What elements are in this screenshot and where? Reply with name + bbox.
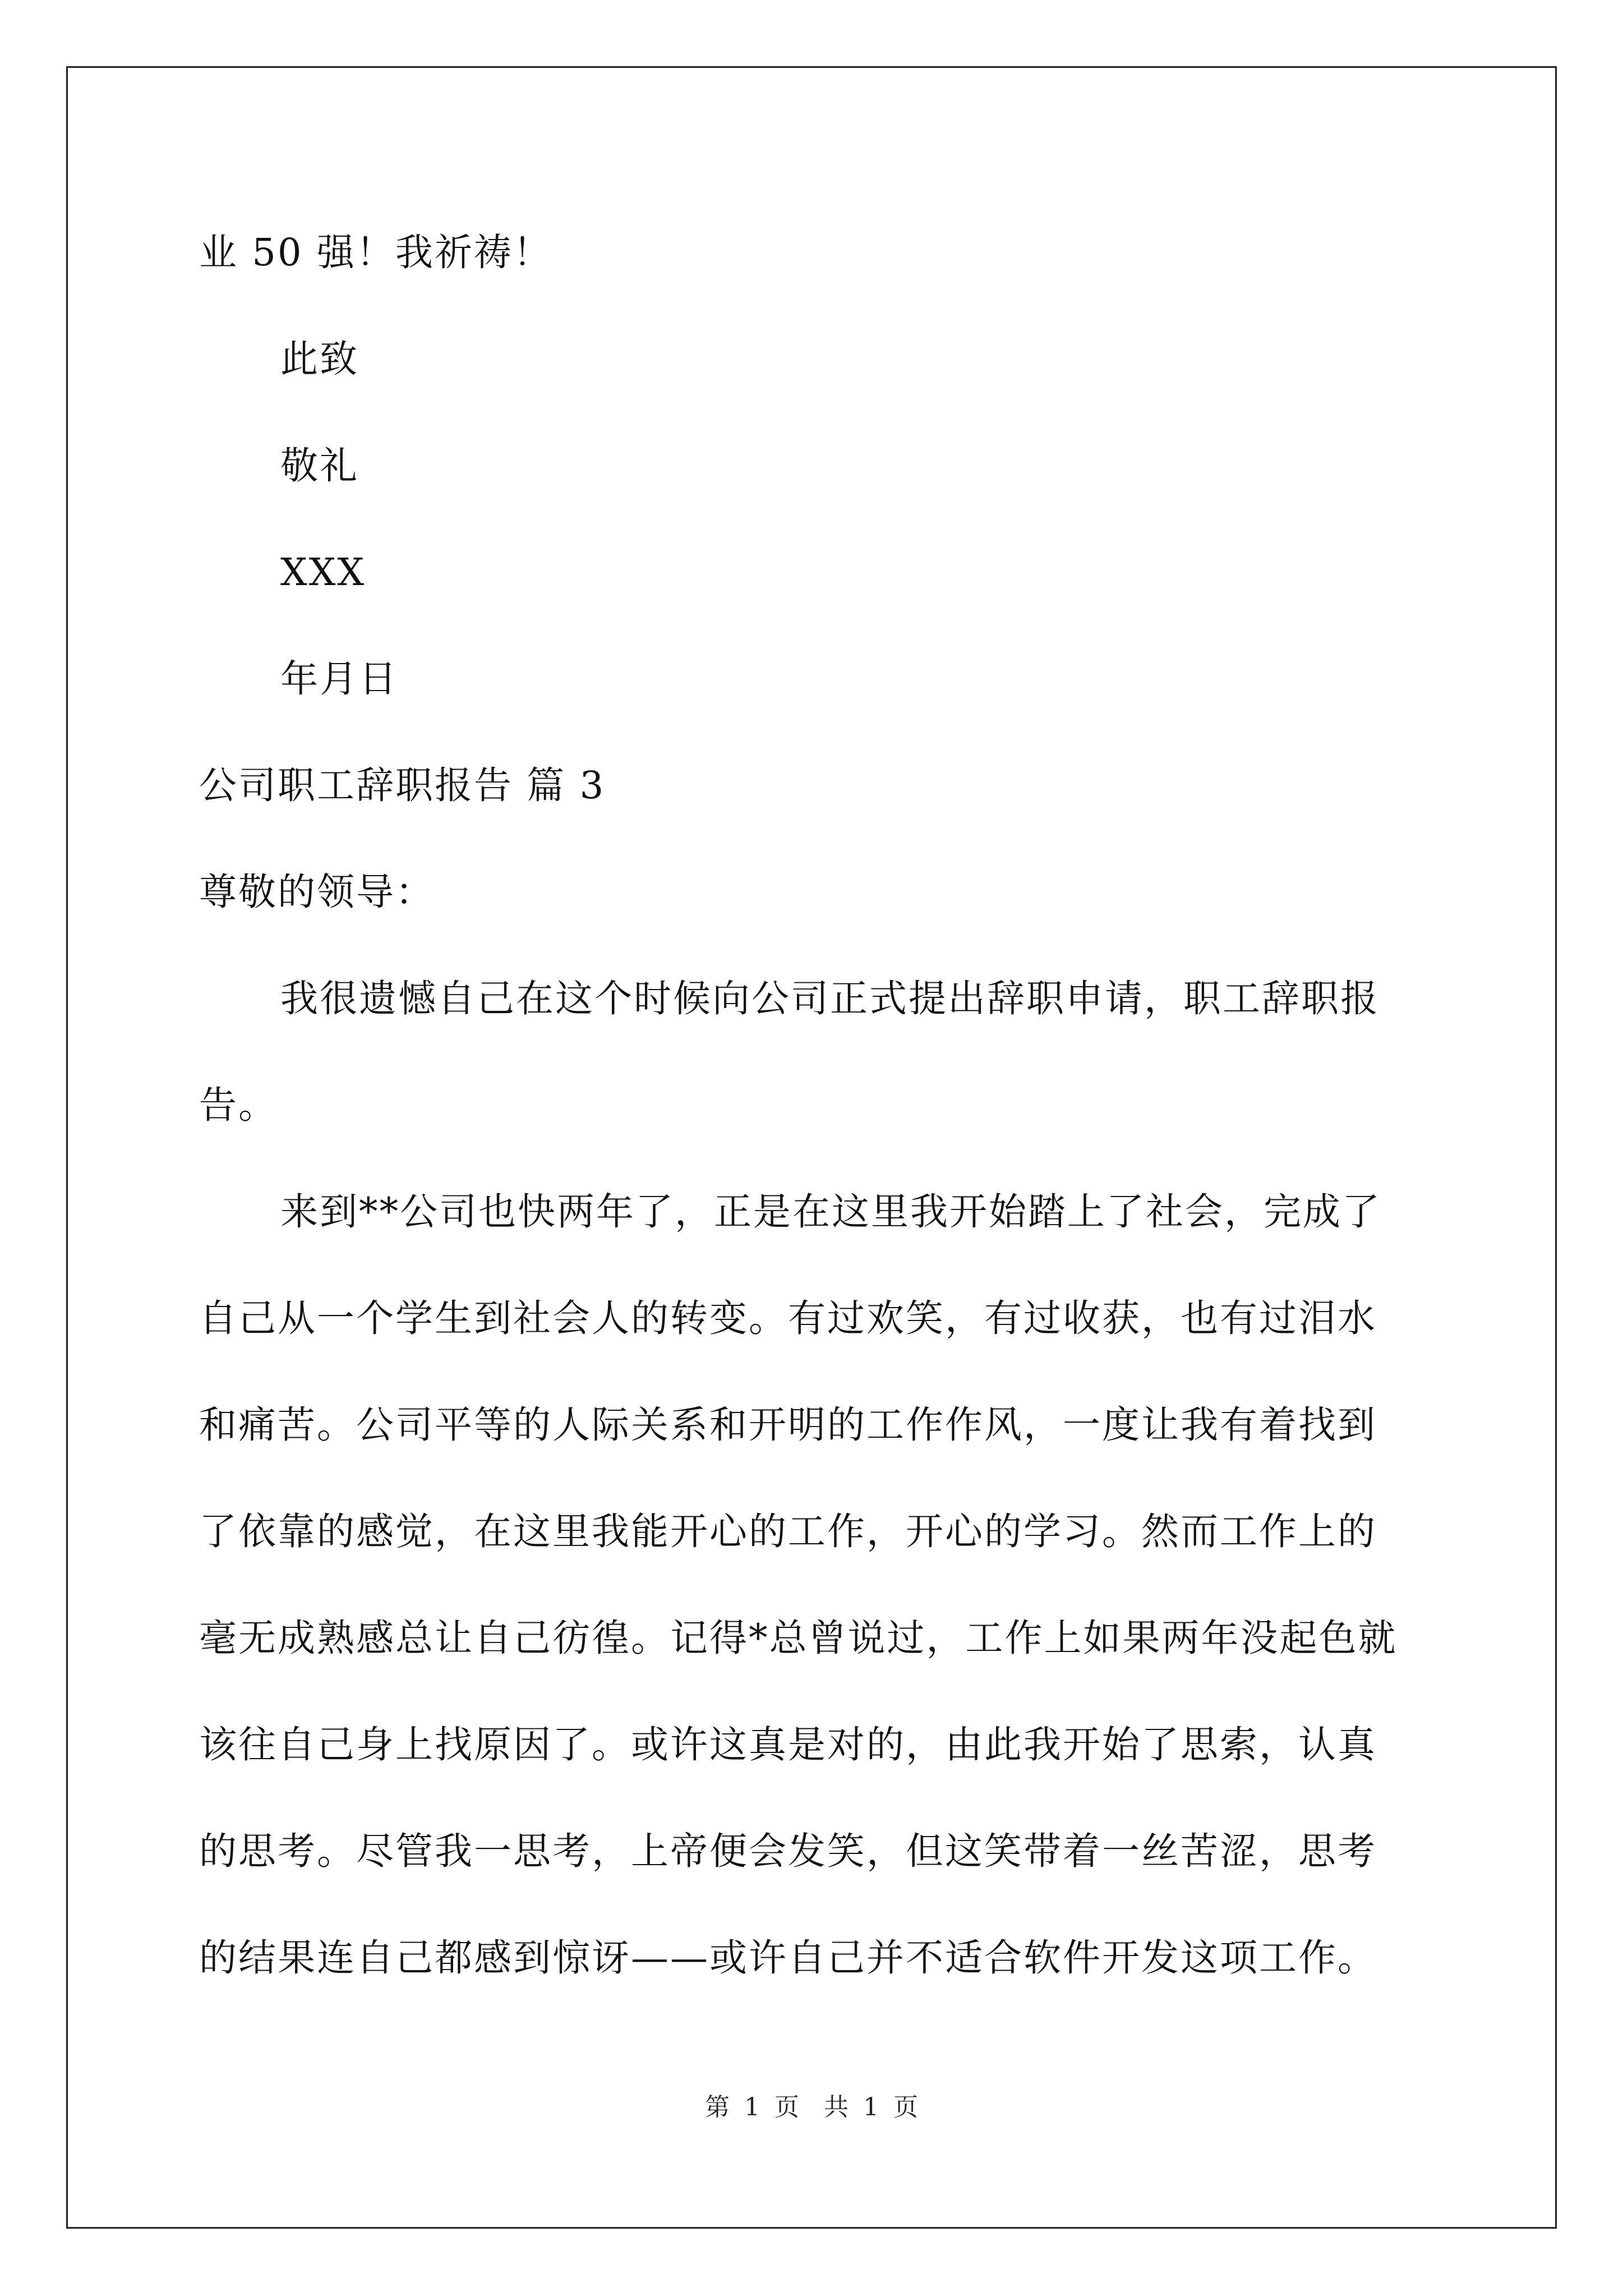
paragraph-2-line: 的思考。尽管我一思考，上帝便会发笑，但这笑带着一丝苦涩，思考 — [199, 1829, 1377, 1873]
text-line-date: 年月日 — [280, 657, 398, 701]
paragraph-2-line: 毫无成熟感总让自己彷徨。记得*总曾说过，工作上如果两年没起色就 — [199, 1616, 1398, 1660]
text-line-cizhi: 此致 — [280, 337, 359, 381]
paragraph-2 — [199, 1158, 1427, 2011]
page-footer: 第 1 页 共 1 页 — [705, 2093, 918, 2122]
paragraph-1-line: 我很遗憾自己在这个时候向公司正式提出辞职申请，职工辞职报 — [280, 977, 1380, 1020]
paragraph-2-line: 的结果连自己都感到惊讶——或许自己并不适合软件开发这项工作。 — [199, 1936, 1377, 1980]
paragraph-1 — [199, 945, 1427, 1158]
paragraph-2-line: 了依靠的感觉，在这里我能开心的工作，开心的学习。然而工作上的 — [199, 1510, 1377, 1553]
paragraph-2-line: 来到**公司也快两年了，正是在这里我开始踏上了社会，完成了 — [280, 1190, 1381, 1234]
text-line-jingli: 敬礼 — [280, 444, 359, 487]
paragraph-2-line: 自己从一个学生到社会人的转变。有过欢笑，有过收获，也有过泪水 — [199, 1296, 1377, 1340]
paragraph-1-line: 告。 — [199, 1083, 278, 1127]
section-heading: 公司职工辞职报告 篇 3 — [199, 763, 606, 807]
paragraph-2-line: 和痛苦。公司平等的人际关系和开明的工作作风，一度让我有着找到 — [199, 1403, 1377, 1447]
paragraph-2-line: 该往自己身上找原因了。或许这真是对的，由此我开始了思索，认真 — [199, 1723, 1377, 1766]
text-line-signature: XXX — [280, 550, 366, 594]
salutation: 尊敬的领导： — [199, 870, 435, 914]
text-line-closing-wish: 业 50 强！我祈祷！ — [199, 231, 552, 274]
